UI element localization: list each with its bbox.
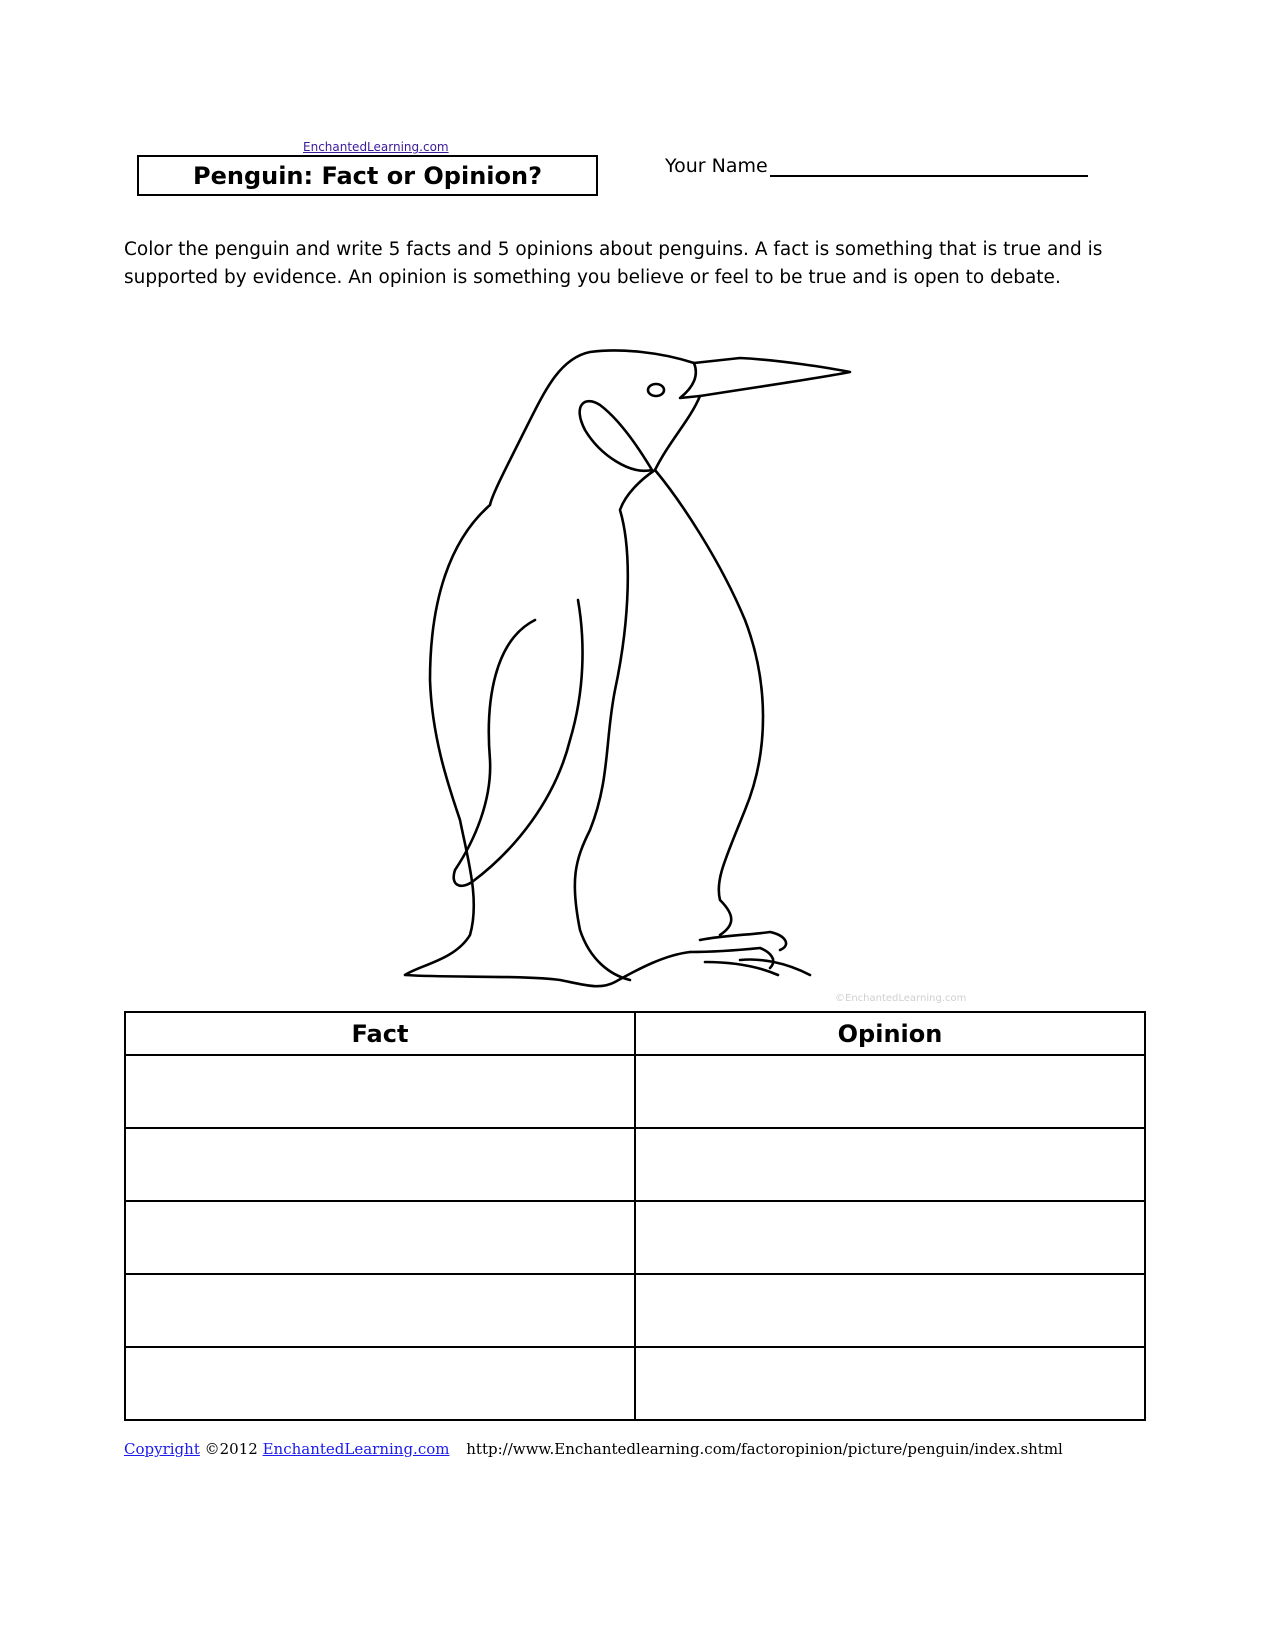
name-label: Your Name	[665, 155, 768, 177]
opinion-cell[interactable]	[635, 1274, 1145, 1347]
fact-opinion-table	[124, 1011, 1146, 1421]
page-url: http://www.Enchantedlearning.com/factoropinion/picture/penguin/index.shtml	[466, 1440, 1063, 1458]
opinion-cell[interactable]	[635, 1347, 1145, 1420]
name-blank-line[interactable]	[770, 155, 1088, 177]
opinion-cell[interactable]	[635, 1128, 1145, 1201]
table-row	[125, 1055, 1145, 1128]
fact-cell[interactable]	[125, 1274, 635, 1347]
penguin-outline-illustration	[400, 335, 930, 1010]
copyright-link[interactable]: Copyright	[124, 1440, 200, 1458]
image-watermark: ©EnchantedLearning.com	[835, 993, 967, 1004]
fact-cell[interactable]	[125, 1128, 635, 1201]
fact-cell[interactable]	[125, 1347, 635, 1420]
fact-cell[interactable]	[125, 1201, 635, 1274]
table-row	[125, 1128, 1145, 1201]
opinion-cell[interactable]	[635, 1055, 1145, 1128]
table-row	[125, 1201, 1145, 1274]
fact-cell[interactable]	[125, 1055, 635, 1128]
footer	[124, 1440, 1063, 1458]
name-field	[665, 155, 1088, 177]
instructions: Color the penguin and write 5 facts and 5 opinions about penguins. A fact is something that is true and is supported by evidence. An opinion is something you believe or feel to be true and is open to debate.	[124, 239, 1103, 288]
site-link-top[interactable]: EnchantedLearning.com	[303, 140, 449, 154]
page-title: Penguin: Fact or Opinion?	[137, 155, 598, 196]
footer-site-link[interactable]: EnchantedLearning.com	[262, 1440, 450, 1458]
table-row	[125, 1274, 1145, 1347]
opinion-header: Opinion	[635, 1012, 1145, 1055]
copyright-year: ©2012	[204, 1440, 258, 1458]
table-row	[125, 1347, 1145, 1420]
opinion-cell[interactable]	[635, 1201, 1145, 1274]
fact-header: Fact	[125, 1012, 635, 1055]
